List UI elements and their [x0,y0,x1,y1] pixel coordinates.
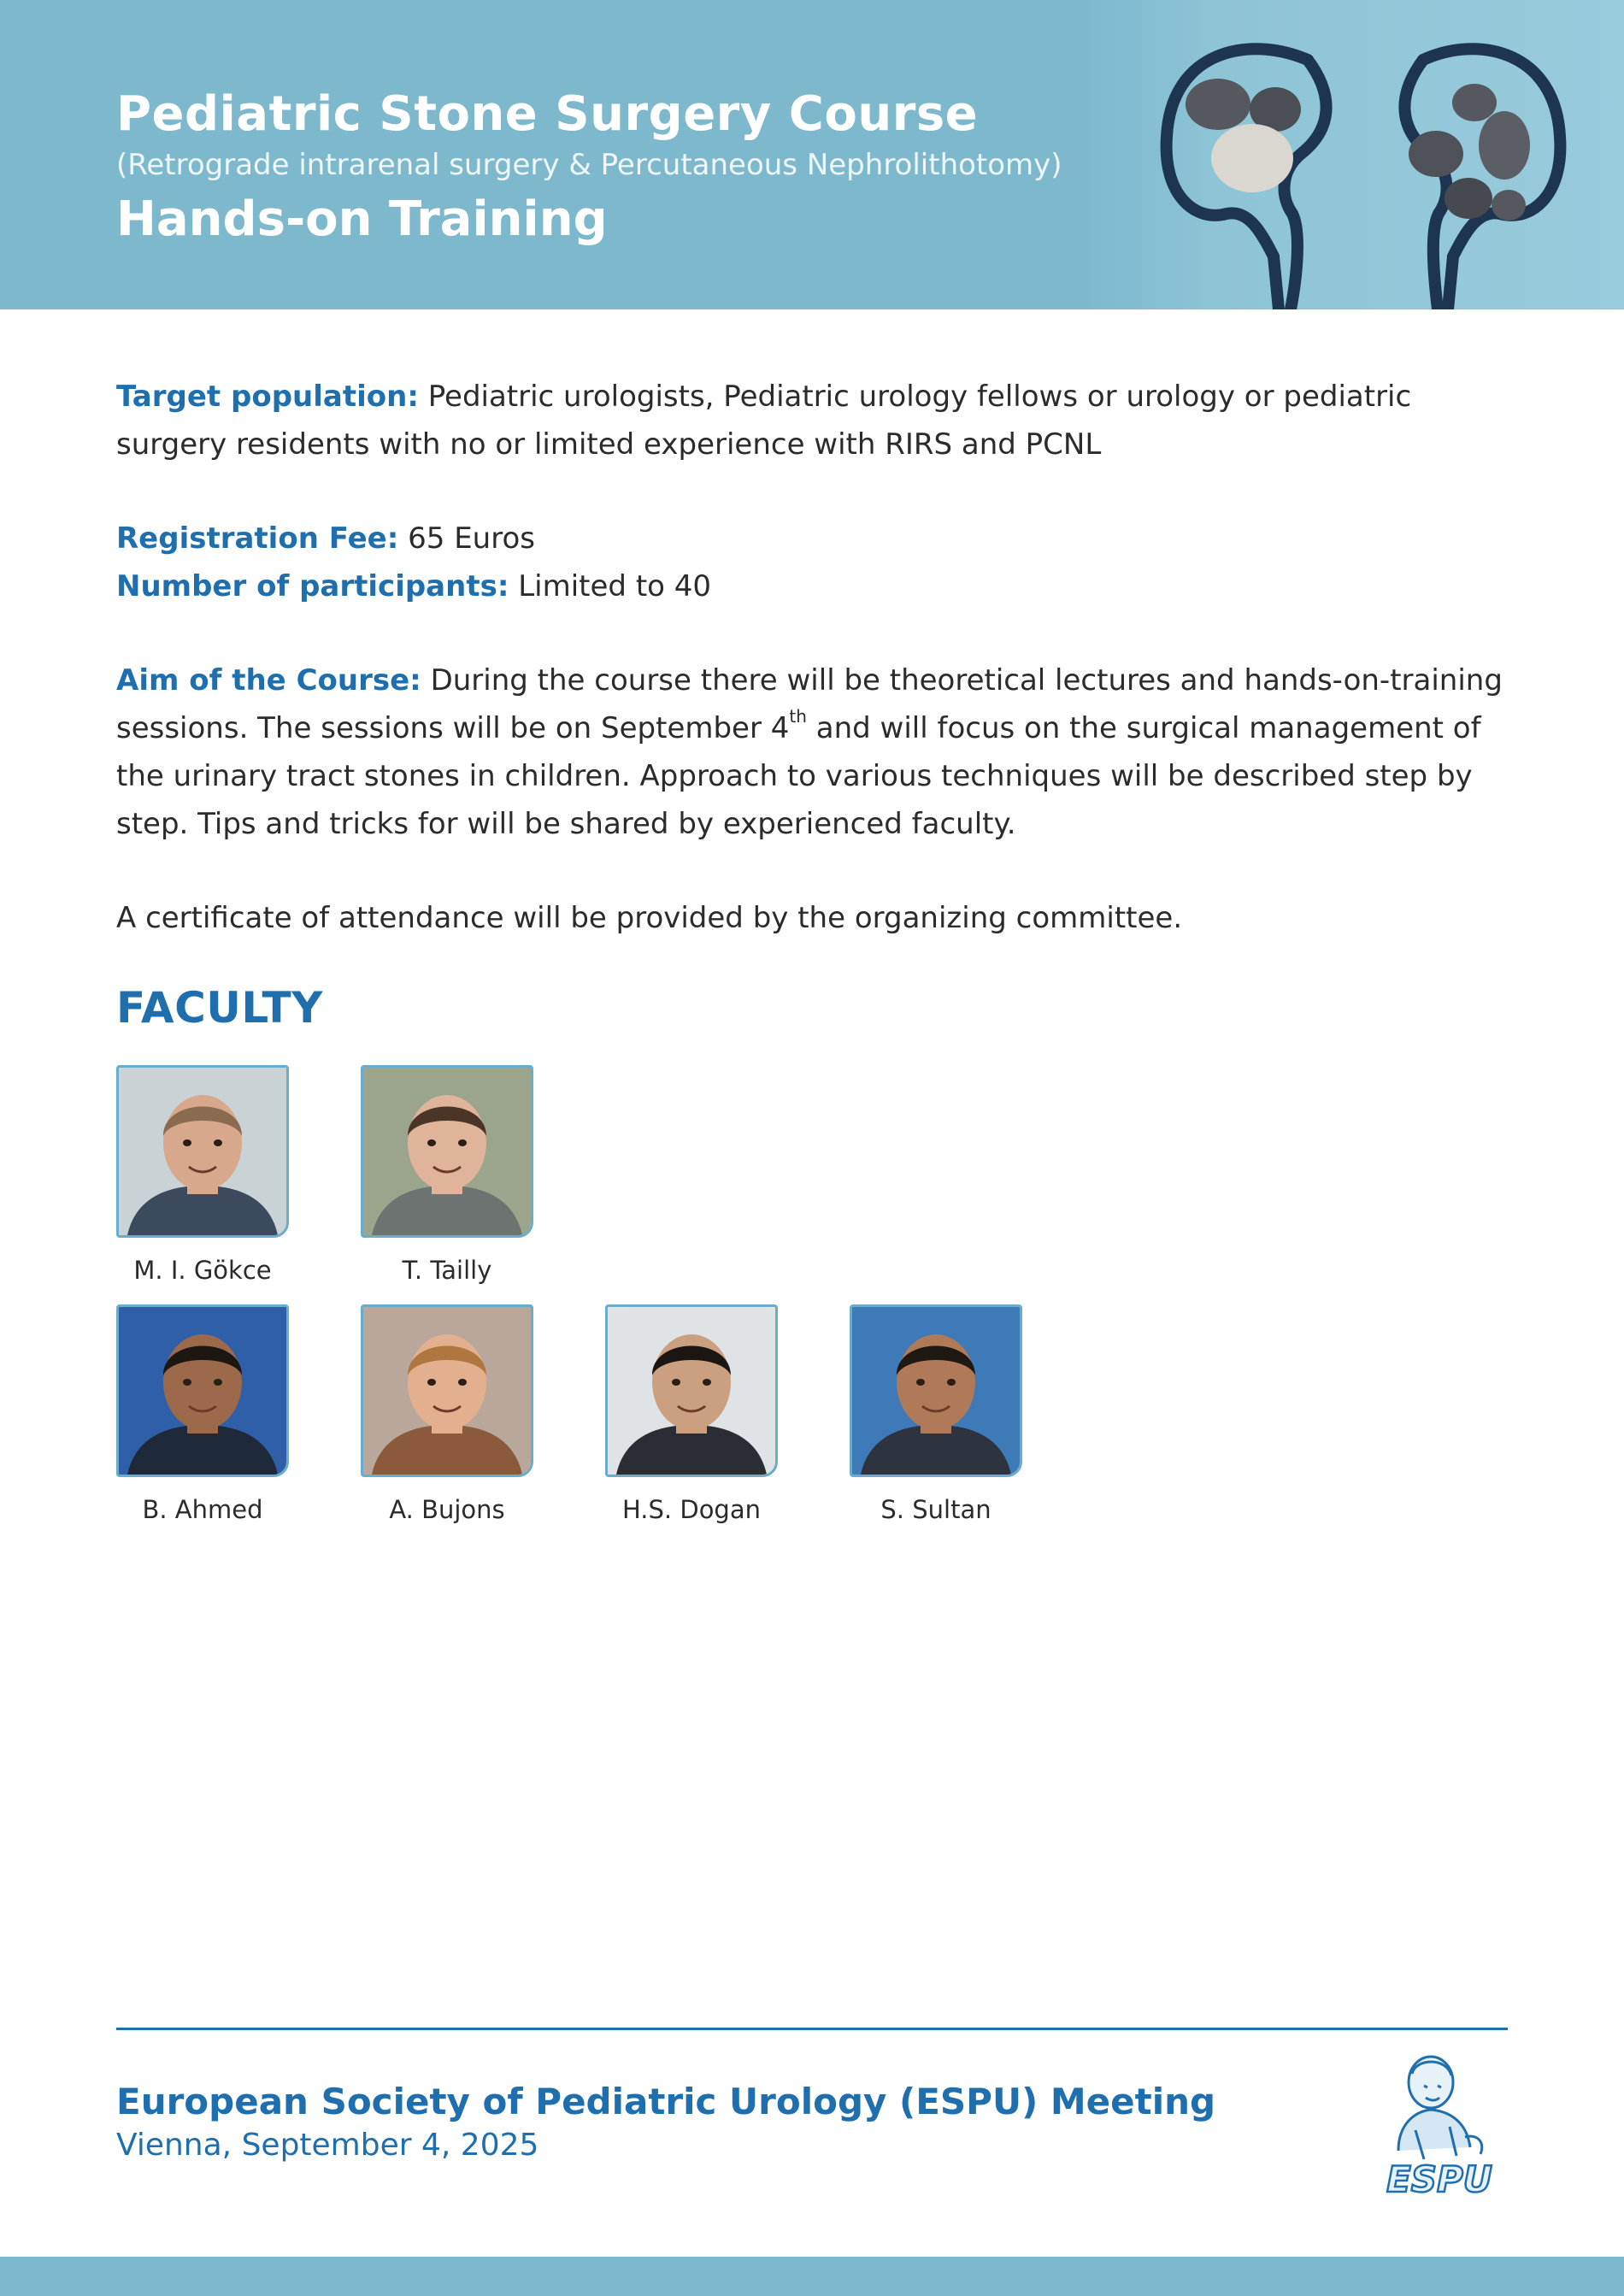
espu-logo [1364,2048,1515,2211]
date-ordinal-suffix: th [789,706,807,727]
course-aim-text-1: During the course there will be theoretical lectures and hands-on-training sessions. The sessions will be on September 4 [116,663,1503,745]
meeting-location-date: Vienna, September 4, 2025 [116,2128,539,2163]
registration-fee-line [116,515,1518,562]
target-population-paragraph [116,373,1518,468]
faculty-photo [605,1304,778,1477]
course-type: Hands-on Training [116,191,608,247]
header-text-block [116,85,1062,251]
faculty-member-name: M. I. Gökce [133,1256,272,1285]
course-aim-paragraph [116,656,1518,848]
footer-bar [0,2257,1624,2296]
faculty-member [361,1304,533,1525]
faculty-member-name: A. Bujons [389,1495,505,1524]
svg-text:ESPU: ESPU [1386,2158,1492,2200]
faculty-member-name: H.S. Dogan [622,1495,761,1524]
faculty-member-name: T. Tailly [402,1256,492,1285]
faculty-photo [361,1065,533,1238]
faculty-row-1 [116,1065,533,1286]
registration-fee-label: Registration Fee: [116,521,399,556]
certificate-note: A certificate of attendance will be provided by the organizing committee. [116,901,1183,935]
faculty-member [605,1304,778,1525]
kidney-stones-illustration [1077,0,1624,309]
course-aim-text-2: and will focus on the surgical management of the urinary tract stones in children. Approach to various techniques will be described step by step. Tips and tricks for will be shared by experienced faculty. [116,711,1481,841]
course-header [0,0,1624,309]
course-title: Pediatric Stone Surgery Course [116,86,979,142]
faculty-member [361,1065,533,1286]
faculty-member [116,1304,289,1525]
course-aim-label: Aim of the Course: [116,663,421,698]
faculty-heading: FACULTY [116,983,323,1033]
faculty-member-name: S. Sultan [880,1495,991,1524]
faculty-member-name: B. Ahmed [142,1495,263,1524]
target-population-label: Target population: [116,380,419,414]
participants-value: Limited to 40 [509,569,712,603]
footer-divider [116,2028,1508,2030]
faculty-member [116,1065,289,1286]
course-subtitle: (Retrograde intrarenal surgery & Percutaneous Nephrolithotomy) [116,148,1062,182]
participants-label: Number of participants: [116,569,509,603]
faculty-photo [116,1065,289,1238]
faculty-photo [116,1304,289,1477]
faculty-photo [361,1304,533,1477]
faculty-photo [850,1304,1022,1477]
footer-meeting-info [116,2079,1215,2166]
registration-fee-value: 65 Euros [398,521,535,556]
faculty-row-2 [116,1304,1022,1525]
participants-line [116,562,1518,610]
target-population-text: Pediatric urologists, Pediatric urology fellows or urology or pediatric surgery residents with no or limited experience with RIRS and PCNL [116,380,1412,462]
faculty-member [850,1304,1022,1525]
meeting-title: European Society of Pediatric Urology (ESPU) Meeting [116,2081,1216,2122]
course-details [116,373,1518,942]
